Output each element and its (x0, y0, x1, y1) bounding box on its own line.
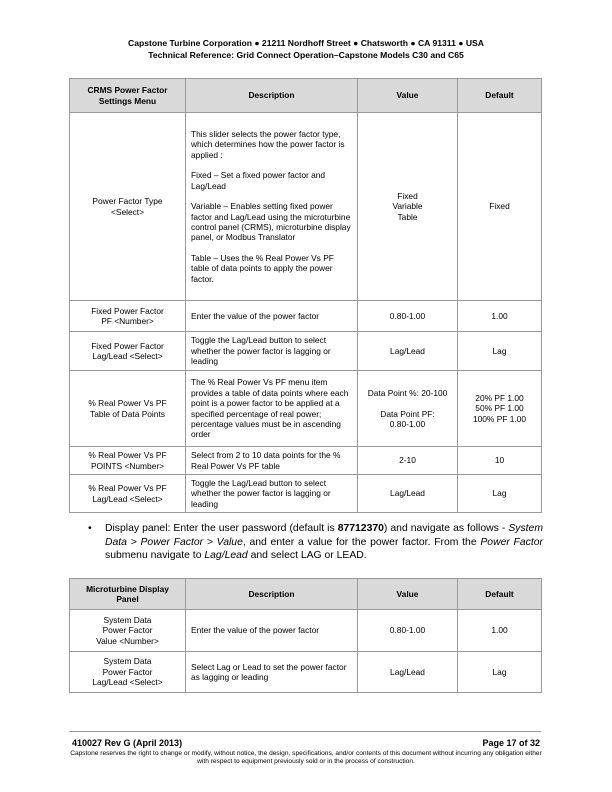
document-id: 410027 Rev G (April 2013) (72, 738, 183, 748)
submenu-name: Power Factor (480, 536, 543, 548)
description-cell: This slider selects the power factor type, which determines how the power factor is applied : Fixed – Set a fixed power factor and Lag/Lead Variable – Enables setting fixed power factor and Lag/Lead using the microturbine control panel (CRMS), microturbine display panel, or Modbus Translator Table – Uses the % Real Power Vs PF table of data points to apply the power factor. (186, 113, 358, 301)
description-cell: The % Real Power Vs PF menu item provides a table of data points where each point is a power factor to be applied at a specified percentage of real power; percentage values must be in ascending order (186, 371, 358, 447)
value-cell: 0.80-1.00 (358, 301, 458, 332)
column-header-default: Default (458, 79, 542, 113)
table-row (70, 610, 542, 652)
default-cell: 1.00 (458, 301, 542, 332)
description-cell: Select Lag or Lead to set the power factor as lagging or leading (186, 652, 358, 693)
instruction-text: Display panel: Enter the user password (default is 87712370) and navigate as follows - System Data > Power Factor > Value, and enter a value for the power factor. From the Power Factor submenu navigate to Lag/Lead and select LAG or LEAD. (105, 523, 543, 562)
submenu-item: Lag/Lead (204, 550, 248, 562)
value-cell: Lag/Lead (358, 652, 458, 693)
value-cell: Data Point %: 20-100 Data Point PF: 0.80-1.00 (358, 371, 458, 447)
table-row (70, 113, 542, 301)
table-row (70, 652, 542, 693)
setting-cell: % Real Power Vs PF POINTS <Number> (70, 447, 186, 475)
setting-cell: % Real Power Vs PF Table of Data Points (70, 371, 186, 447)
page-number: Page 17 of 32 (482, 738, 540, 748)
value-cell: Lag/Lead (358, 332, 458, 371)
column-header-panel: Microturbine Display Panel (70, 579, 186, 610)
column-header-setting: CRMS Power Factor Settings Menu (70, 79, 186, 113)
default-password: 87712370 (337, 523, 384, 534)
page-header (0, 38, 612, 61)
column-header-value: Value (358, 579, 458, 610)
menu-path: System Data > Power Factor > Value (105, 523, 543, 548)
value-cell: 0.80-1.00 (358, 610, 458, 652)
setting-cell: Fixed Power Factor PF <Number> (70, 301, 186, 332)
setting-cell: System Data Power Factor Value <Number> (70, 610, 186, 652)
table-row (70, 301, 542, 332)
table-row (70, 447, 542, 475)
crms-power-factor-table (69, 78, 542, 513)
header-address: Capstone Turbine Corporation ● 21211 Nordhoff Street ● Chatsworth ● CA 91311 ● USA (128, 38, 484, 48)
setting-cell: Fixed Power Factor Lag/Lead <Select> (70, 332, 186, 371)
setting-cell: % Real Power Vs PF Lag/Lead <Select> (70, 475, 186, 513)
column-header-description: Description (186, 579, 358, 610)
column-header-description: Description (186, 79, 358, 113)
description-cell: Toggle the Lag/Lead button to select whether the power factor is lagging or leading (186, 332, 358, 371)
description-cell: Toggle the Lag/Lead button to select whether the power factor is lagging or leading (186, 475, 358, 513)
legal-notice: Capstone reserves the right to change or modify, without notice, the design, specifications, and/or contents of this document without incurring any obligation either with respect to equipment previously sold or in the process of construction. (70, 750, 542, 766)
default-cell: Lag (458, 332, 542, 371)
table-row (70, 475, 542, 513)
description-cell: Enter the value of the power factor (186, 301, 358, 332)
default-cell: 10 (458, 447, 542, 475)
value-cell: 2-10 (358, 447, 458, 475)
value-cell: Fixed Variable Table (358, 113, 458, 301)
description-cell: Enter the value of the power factor (186, 610, 358, 652)
setting-cell: System Data Power Factor Lag/Lead <Select> (70, 652, 186, 693)
display-panel-instructions (88, 522, 543, 563)
value-cell: Lag/Lead (358, 475, 458, 513)
default-cell: 1.00 (458, 610, 542, 652)
setting-cell: Power Factor Type <Select> (70, 113, 186, 301)
table-row (70, 332, 542, 371)
default-cell: 20% PF 1.00 50% PF 1.00 100% PF 1.00 (458, 371, 542, 447)
column-header-value: Value (358, 79, 458, 113)
display-panel-table (69, 578, 542, 693)
table-row (70, 371, 542, 447)
bullet-point: • (88, 523, 92, 534)
column-header-default: Default (458, 579, 542, 610)
description-cell: Select from 2 to 10 data points for the % Real Power Vs PF table (186, 447, 358, 475)
default-cell: Lag (458, 475, 542, 513)
header-document-title: Technical Reference: Grid Connect Operation–Capstone Models C30 and C65 (148, 49, 464, 60)
footer-divider (69, 731, 541, 732)
default-cell: Lag (458, 652, 542, 693)
default-cell: Fixed (458, 113, 542, 301)
